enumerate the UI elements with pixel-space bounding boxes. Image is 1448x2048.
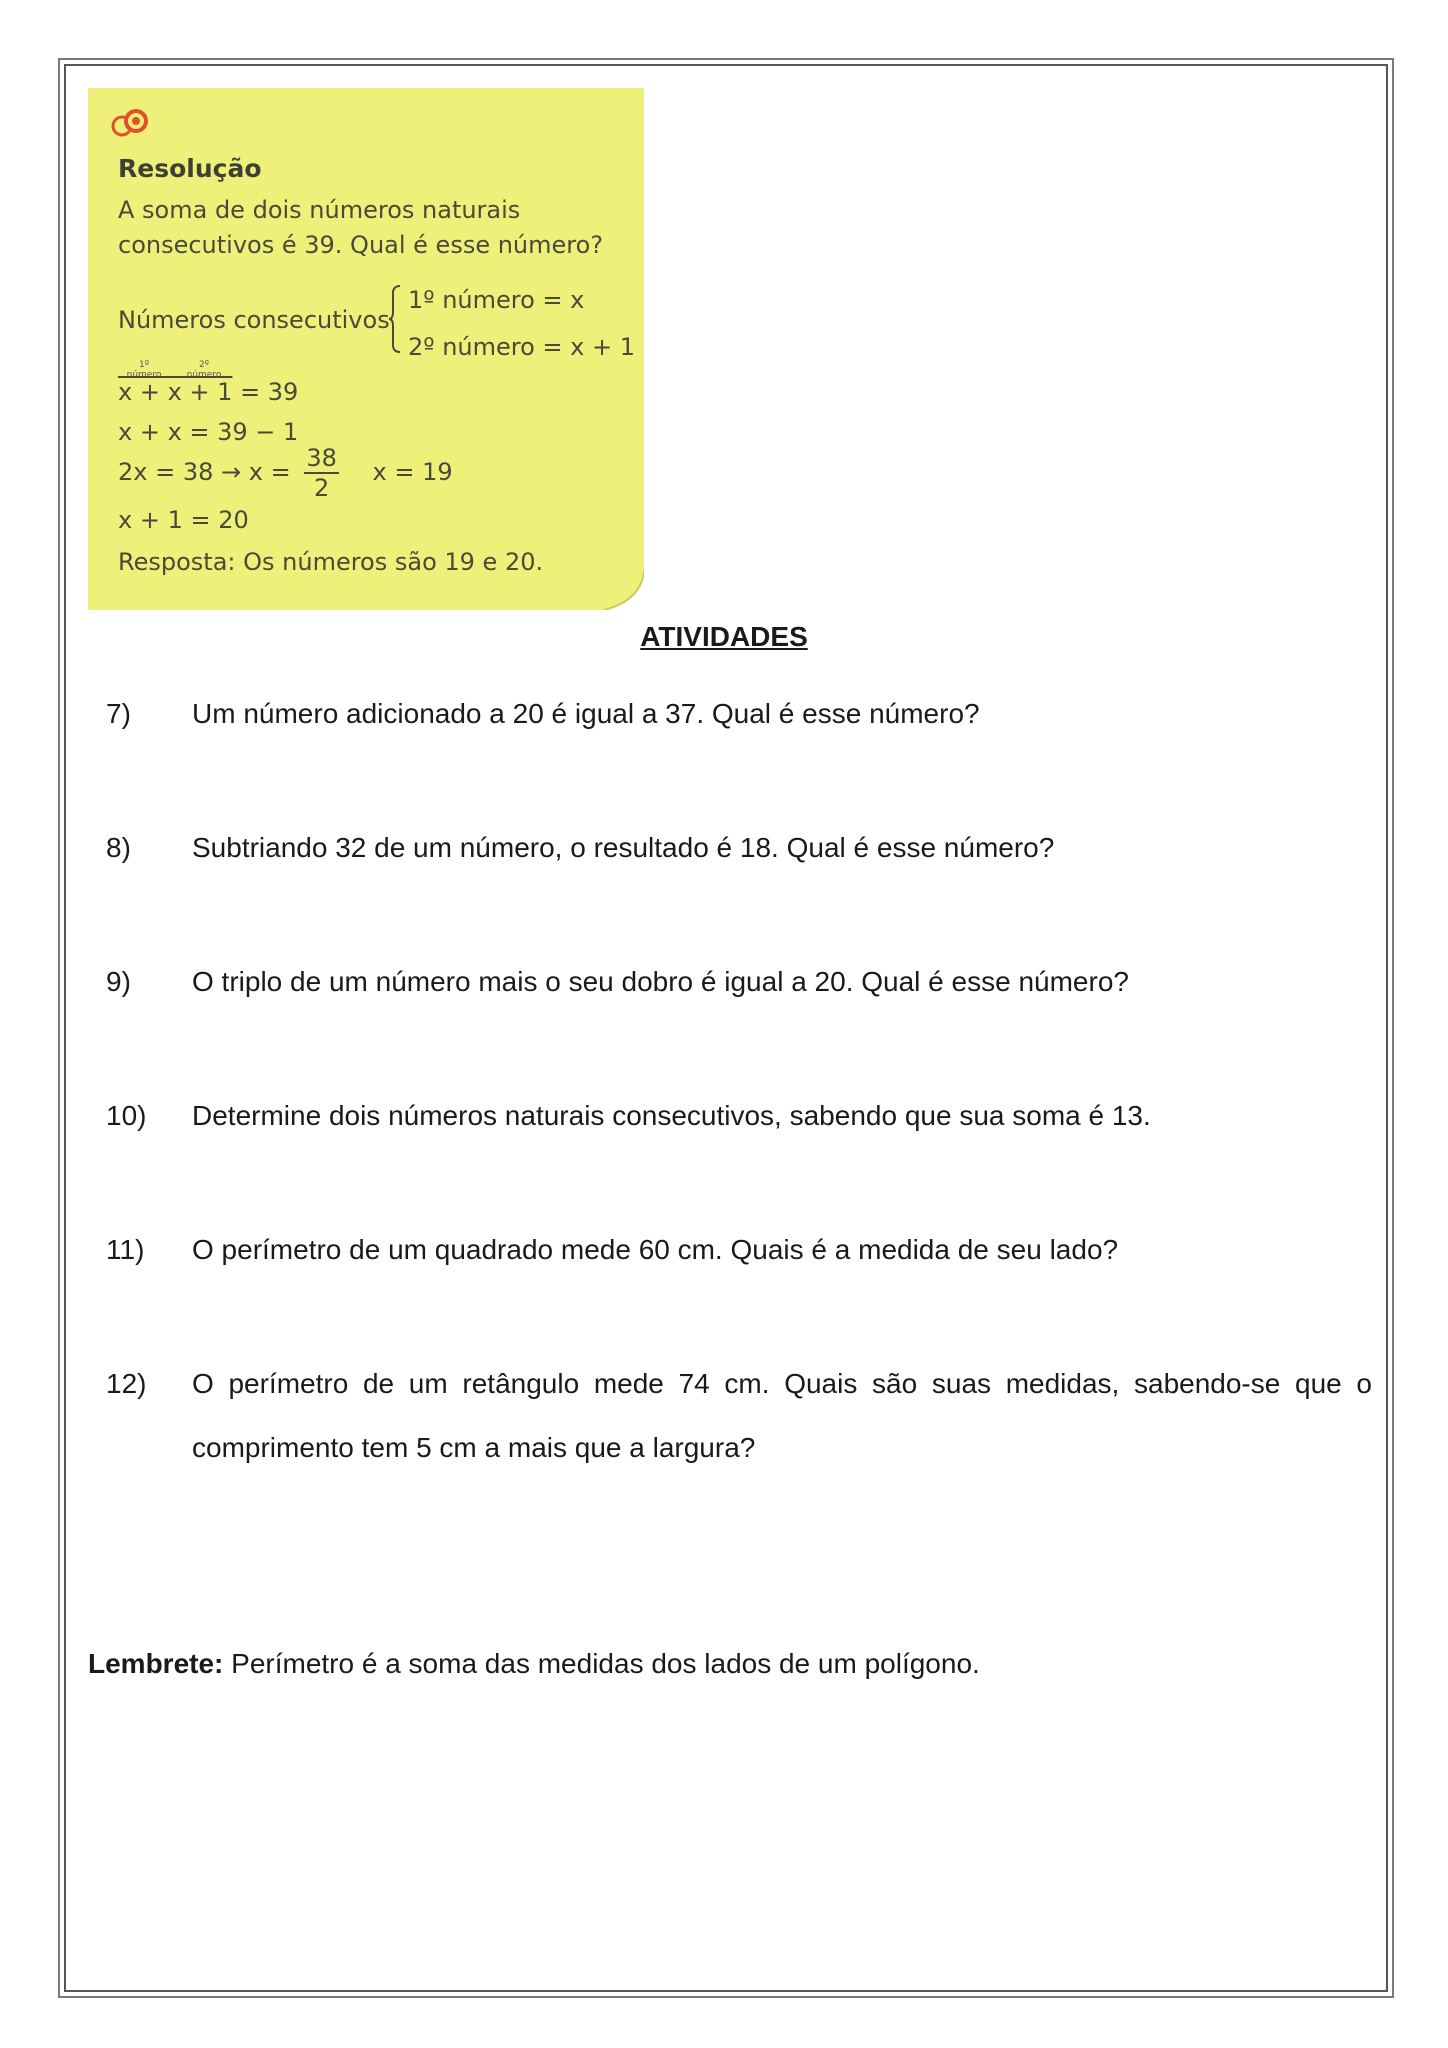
fraction: [304, 444, 339, 502]
first-number: 1º número = x: [408, 286, 585, 314]
question-10: [106, 1084, 1372, 1148]
statement-line-2: consecutivos é 39. Qual é esse número?: [118, 231, 604, 259]
question-text-line-2: comprimento tem 5 cm a mais que a largura?: [192, 1432, 756, 1463]
question-7: [106, 682, 1372, 746]
equation-3-right: x = 19: [372, 458, 453, 486]
equation-1: [118, 378, 298, 406]
page-curl-icon: [604, 570, 644, 610]
resolution-title: Resolução: [118, 154, 262, 183]
question-number: 9): [106, 966, 131, 997]
question-text: Determine dois números naturais consecutivos, sabendo que sua soma é 13.: [192, 1100, 1151, 1131]
activities-heading: ATIVIDADES: [640, 621, 808, 652]
question-number: 11): [106, 1234, 145, 1265]
question-number: 8): [106, 832, 131, 863]
question-text: O perímetro de um quadrado mede 60 cm. Quais é a medida de seu lado?: [192, 1234, 1119, 1265]
reminder-text: Perímetro é a soma das medidas dos lados de um polígono.: [223, 1648, 980, 1679]
question-number: 12): [106, 1368, 147, 1399]
equation-4: x + 1 = 20: [118, 506, 249, 534]
equation-3: [118, 444, 453, 502]
question-number: 10): [106, 1100, 147, 1131]
resolution-box: [88, 88, 644, 610]
reminder-label: Lembrete:: [88, 1648, 224, 1679]
question-9: [106, 950, 1372, 1014]
question-text: Um número adicionado a 20 é igual a 37. Qual é esse número?: [192, 698, 980, 729]
statement-line-1: A soma de dois números naturais: [118, 196, 521, 224]
equation-2: x + x = 39 − 1: [118, 418, 299, 446]
brace-icon: [388, 284, 402, 354]
consecutive-label: Números consecutivos: [118, 306, 390, 334]
fraction-denominator: 2: [313, 474, 330, 502]
equation-3-left: 2x = 38 → x =: [118, 458, 291, 486]
reminder-note: [88, 1648, 980, 1680]
question-text: Subtriando 32 de um número, o resultado é 18. Qual é esse número?: [192, 832, 1055, 863]
label-first-number: 1º número: [126, 360, 162, 380]
question-number: 7): [106, 698, 131, 729]
question-text: O triplo de um número mais o seu dobro é igual a 20. Qual é esse número?: [192, 966, 1129, 997]
target-logo-icon: [108, 106, 152, 140]
answer: Resposta: Os números são 19 e 20.: [118, 548, 544, 576]
fraction-numerator: 38: [306, 444, 337, 472]
question-12: [106, 1352, 1372, 1480]
question-text-line-1: O perímetro de um retângulo mede 74 cm. Quais são suas medidas, sabendo-se que o: [192, 1368, 1372, 1399]
question-11: [106, 1218, 1372, 1282]
label-second-number: 2º número: [186, 360, 222, 380]
question-8: [106, 816, 1372, 880]
second-number: 2º número = x + 1: [408, 333, 636, 361]
equation-1-result: = 39: [232, 378, 299, 406]
equation-1-terms: x + x + 1: [118, 378, 233, 406]
